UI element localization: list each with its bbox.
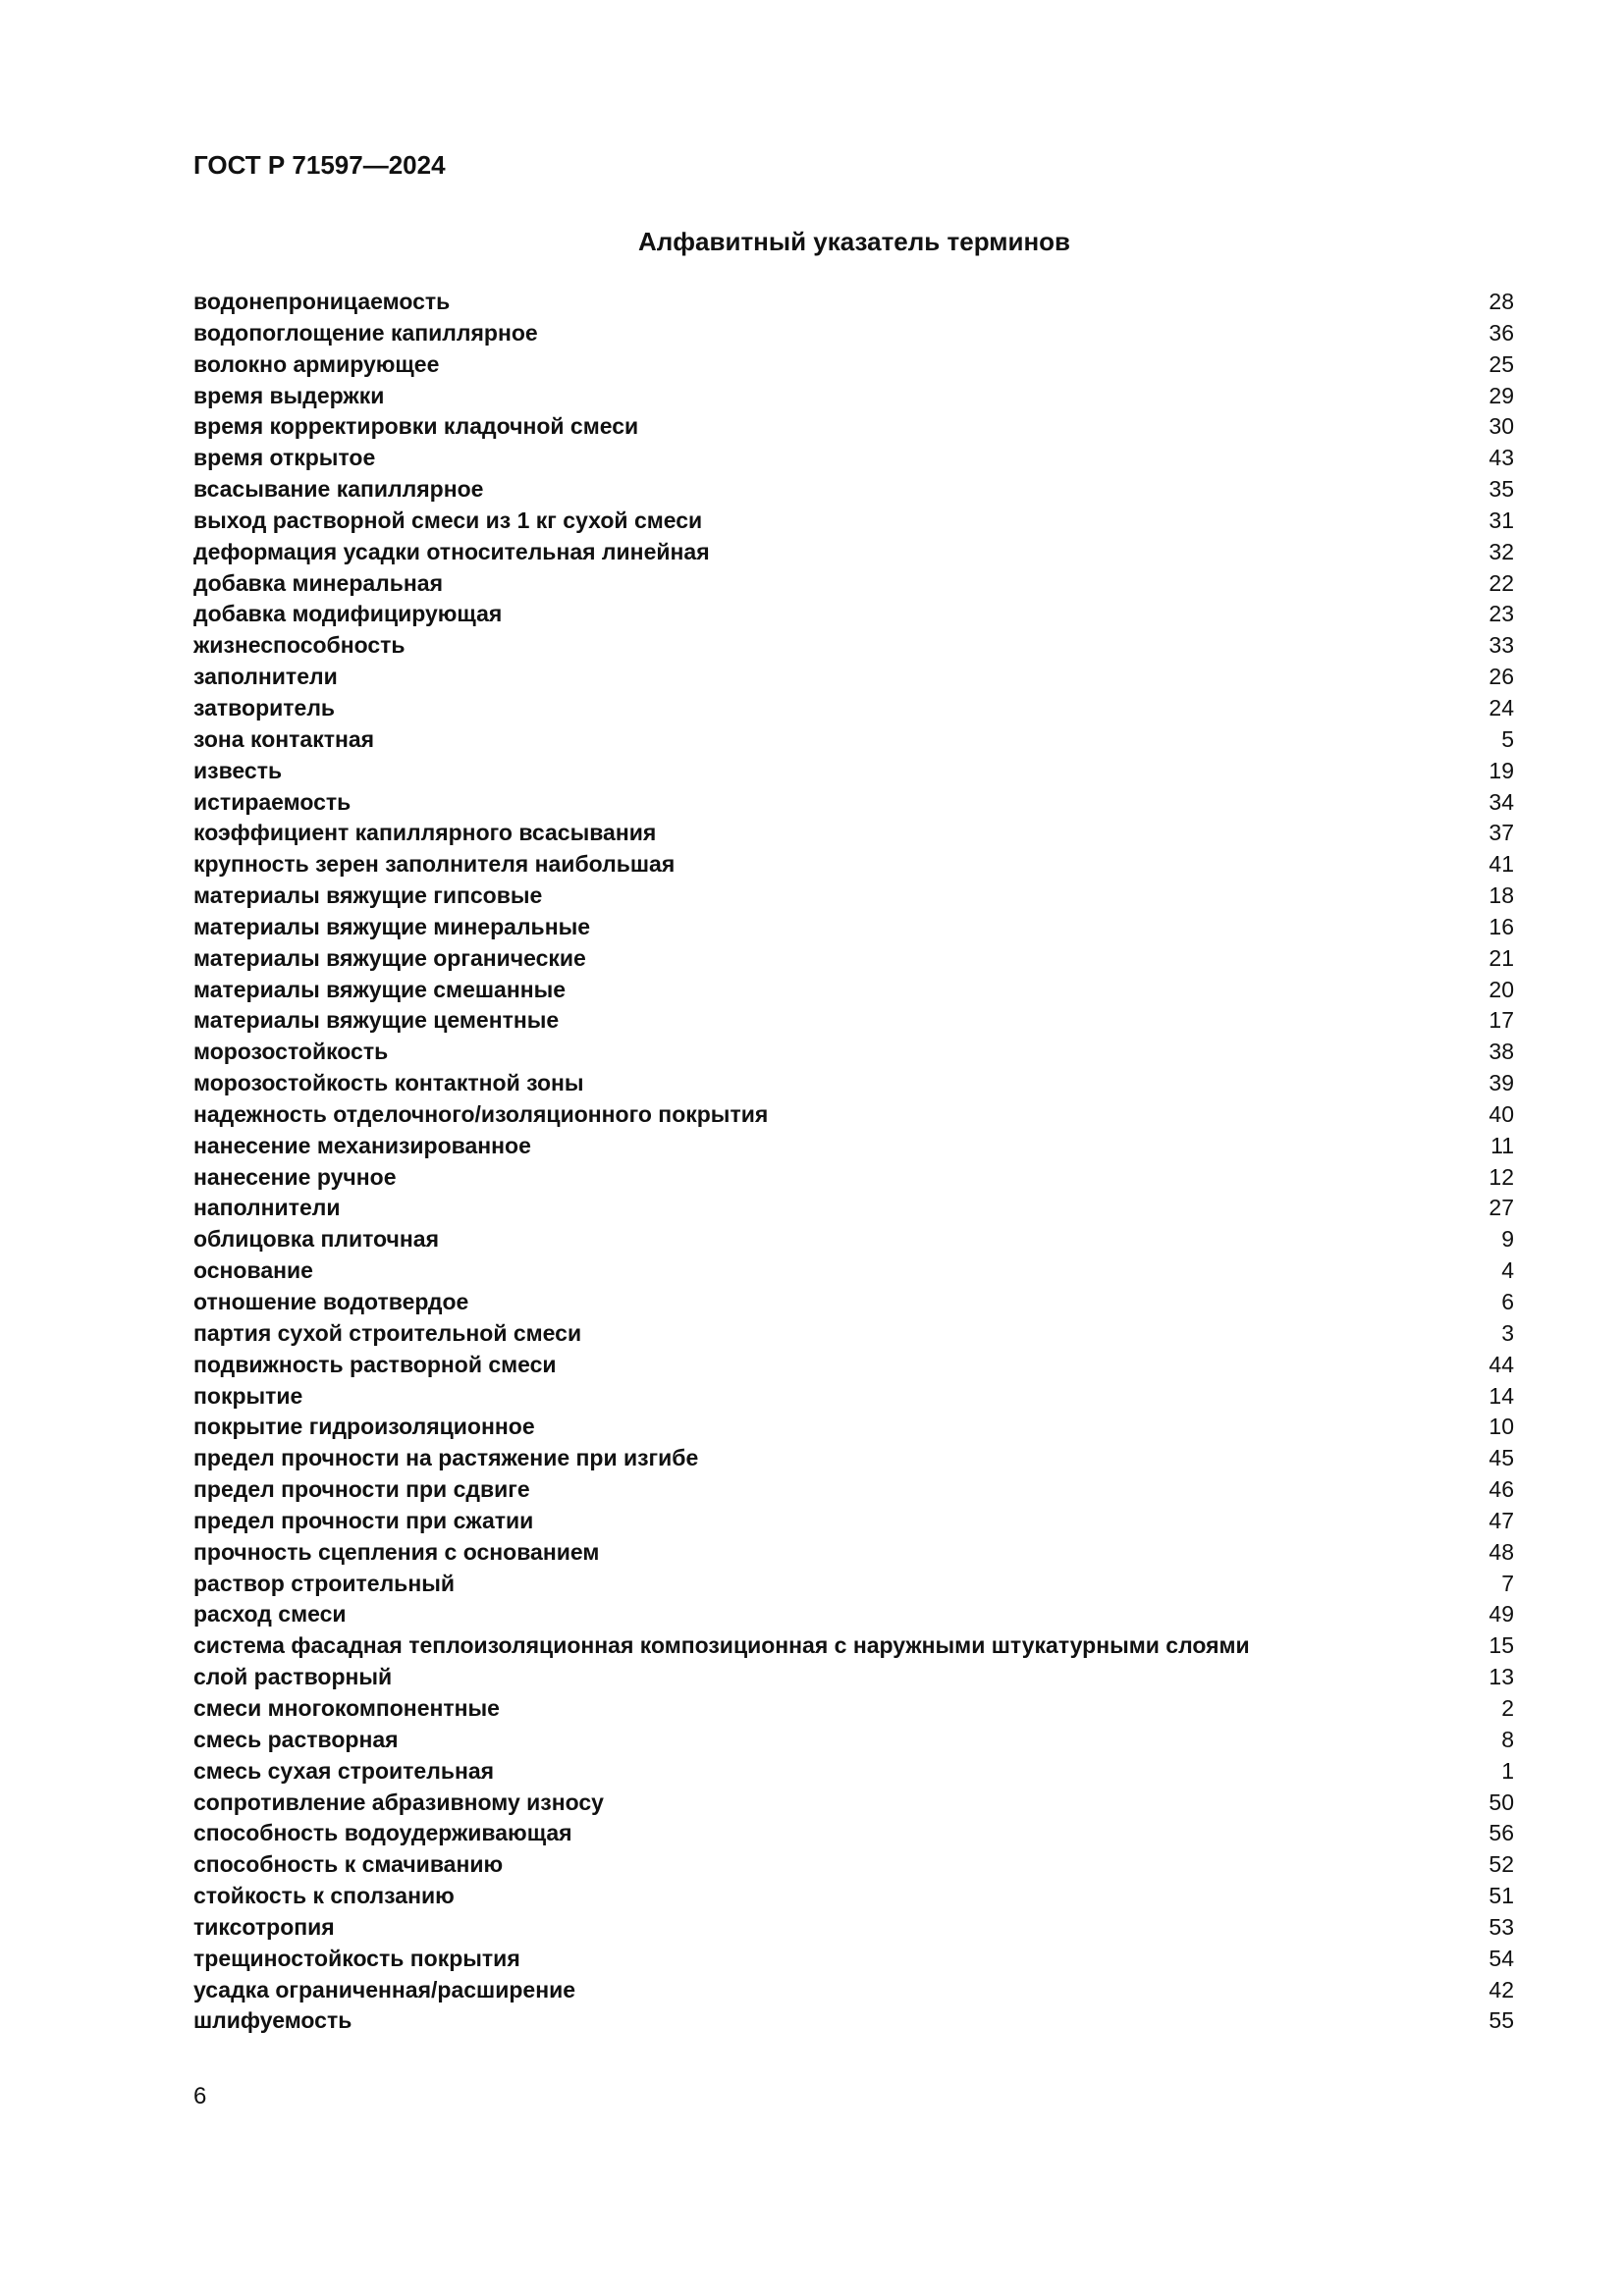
index-entry-term: время выдержки — [193, 382, 385, 408]
index-entry-term: усадка ограниченная/расширение — [193, 1976, 576, 2002]
index-entry-term: стойкость к сползанию — [193, 1883, 455, 1909]
index-entry-ref: 37 — [1489, 820, 1514, 846]
index-entry-term: материалы вяжущие органические — [193, 944, 586, 971]
index-entry-ref: 19 — [1489, 757, 1514, 783]
index-entry — [193, 599, 1514, 630]
index-entry — [193, 1944, 1514, 1975]
index-entry-ref: 51 — [1489, 1883, 1514, 1909]
index-entry — [193, 1912, 1514, 1944]
index-entry-ref: 27 — [1489, 1195, 1514, 1221]
index-entry — [193, 287, 1514, 318]
index-entry — [193, 1381, 1514, 1413]
index-entry-term: нанесение ручное — [193, 1163, 397, 1190]
index-entry-ref: 49 — [1489, 1601, 1514, 1628]
index-entry-ref: 35 — [1489, 476, 1514, 503]
index-entry-ref: 53 — [1489, 1913, 1514, 1940]
index-entry — [193, 1693, 1514, 1725]
index-entry-ref: 22 — [1489, 569, 1514, 596]
index-entry — [193, 1412, 1514, 1443]
index-entry — [193, 630, 1514, 662]
index-entry — [193, 1756, 1514, 1788]
index-entry-term: основание — [193, 1257, 313, 1284]
index-entry-term: сопротивление абразивному износу — [193, 1789, 604, 1815]
index-entry-ref: 52 — [1489, 1851, 1514, 1878]
index-entry-ref: 20 — [1489, 976, 1514, 1002]
index-entry-term: смеси многокомпонентные — [193, 1694, 500, 1721]
index-entry-ref: 24 — [1489, 694, 1514, 721]
index-entry-ref: 23 — [1489, 601, 1514, 627]
index-entry-ref: 46 — [1489, 1476, 1514, 1503]
index-entry — [193, 693, 1514, 724]
index-title: Алфавитный указатель терминов — [637, 227, 1071, 256]
term-index-list — [193, 287, 1514, 2037]
index-entry — [193, 1881, 1514, 1912]
index-entry-term: система фасадная теплоизоляционная композиционная с наружными штукатурными слоями — [193, 1632, 1250, 1659]
index-entry-term: волокно армирующее — [193, 350, 440, 377]
index-entry — [193, 1224, 1514, 1255]
index-entry-ref: 2 — [1501, 1694, 1514, 1721]
index-entry — [193, 381, 1514, 412]
index-entry-ref: 17 — [1489, 1007, 1514, 1034]
index-entry-ref: 47 — [1489, 1507, 1514, 1533]
index-entry-term: морозостойкость — [193, 1039, 389, 1065]
index-entry-term: раствор строительный — [193, 1570, 455, 1596]
index-entry-ref: 56 — [1489, 1820, 1514, 1846]
index-entry-term: жизнеспособность — [193, 632, 406, 659]
index-entry-ref: 34 — [1489, 788, 1514, 815]
index-entry — [193, 1474, 1514, 1506]
index-entry-term: надежность отделочного/изоляционного покрытия — [193, 1100, 769, 1127]
index-entry-term: зона контактная — [193, 725, 375, 752]
index-entry — [193, 2005, 1514, 2037]
index-entry — [193, 506, 1514, 537]
index-entry-ref: 10 — [1489, 1414, 1514, 1440]
index-entry-term: смесь растворная — [193, 1726, 399, 1752]
index-entry-ref: 16 — [1489, 913, 1514, 939]
index-entry-ref: 36 — [1489, 319, 1514, 346]
index-entry-ref: 11 — [1490, 1132, 1514, 1158]
index-entry — [193, 1068, 1514, 1099]
index-entry-term: материалы вяжущие цементные — [193, 1007, 560, 1034]
index-entry — [193, 411, 1514, 443]
index-entry-term: материалы вяжущие минеральные — [193, 913, 591, 939]
index-entry-ref: 8 — [1501, 1726, 1514, 1752]
index-entry-term: партия сухой строительной смеси — [193, 1319, 582, 1346]
index-entry-ref: 7 — [1501, 1570, 1514, 1596]
index-entry — [193, 1131, 1514, 1162]
index-entry-term: подвижность растворной смеси — [193, 1351, 557, 1377]
index-entry-term: смесь сухая строительная — [193, 1757, 495, 1784]
index-entry-ref: 30 — [1489, 413, 1514, 440]
index-entry-ref: 43 — [1489, 445, 1514, 471]
index-entry-term: водонепроницаемость — [193, 289, 451, 314]
index-entry-term: прочность сцепления с основанием — [193, 1538, 600, 1565]
index-entry-ref: 42 — [1489, 1976, 1514, 2002]
index-entry-term: покрытие — [193, 1382, 303, 1409]
index-entry-ref: 9 — [1501, 1226, 1514, 1253]
index-entry-ref: 39 — [1489, 1070, 1514, 1096]
index-entry-term: облицовка плиточная — [193, 1226, 439, 1253]
index-entry — [193, 756, 1514, 787]
index-entry-term: шлифуемость — [193, 2007, 352, 2034]
index-entry-term: водопоглощение капиллярное — [193, 319, 538, 346]
index-entry — [193, 1287, 1514, 1318]
index-entry — [193, 349, 1514, 381]
index-entry — [193, 1599, 1514, 1630]
index-entry-ref: 33 — [1489, 632, 1514, 659]
index-entry — [193, 318, 1514, 349]
index-entry — [193, 1569, 1514, 1600]
index-entry — [193, 1099, 1514, 1131]
index-entry-term: известь — [193, 757, 283, 783]
index-entry — [193, 1975, 1514, 2006]
index-entry-ref: 13 — [1489, 1664, 1514, 1690]
index-entry-ref: 48 — [1489, 1538, 1514, 1565]
index-entry-ref: 4 — [1501, 1257, 1514, 1284]
index-entry-term: время открытое — [193, 445, 376, 471]
index-entry-term: материалы вяжущие гипсовые — [193, 882, 543, 909]
index-entry-ref: 38 — [1489, 1039, 1514, 1065]
index-entry — [193, 724, 1514, 756]
index-entry — [193, 474, 1514, 506]
index-entry — [193, 1537, 1514, 1569]
index-entry-ref: 28 — [1489, 289, 1514, 314]
index-entry — [193, 1318, 1514, 1350]
index-entry-ref: 18 — [1489, 882, 1514, 909]
index-entry — [193, 1849, 1514, 1881]
index-entry — [193, 1818, 1514, 1849]
index-entry-term: отношение водотвердое — [193, 1289, 469, 1314]
index-entry-term: всасывание капиллярное — [193, 476, 484, 503]
index-entry-ref: 45 — [1489, 1445, 1514, 1471]
index-entry-term: предел прочности на растяжение при изгибе — [193, 1445, 699, 1471]
index-entry-term: деформация усадки относительная линейная — [193, 538, 710, 564]
index-entry — [193, 943, 1514, 975]
index-entry — [193, 443, 1514, 474]
index-entry-ref: 31 — [1489, 507, 1514, 533]
index-entry-ref: 54 — [1489, 1945, 1514, 1971]
index-entry-term: истираемость — [193, 788, 352, 815]
index-entry-ref: 26 — [1489, 664, 1514, 690]
document-code: ГОСТ Р 71597—2024 — [193, 150, 446, 180]
index-entry-term: наполнители — [193, 1195, 341, 1221]
index-entry — [193, 881, 1514, 912]
index-entry — [193, 1193, 1514, 1224]
index-entry-term: материалы вяжущие смешанные — [193, 976, 567, 1002]
index-entry-ref: 32 — [1489, 538, 1514, 564]
index-entry-ref: 14 — [1489, 1382, 1514, 1409]
index-entry — [193, 1662, 1514, 1693]
index-entry — [193, 1725, 1514, 1756]
page-number: 6 — [193, 2083, 207, 2109]
index-entry-ref: 6 — [1501, 1289, 1514, 1314]
index-entry — [193, 568, 1514, 600]
index-entry — [193, 1162, 1514, 1194]
index-entry-term: покрытие гидроизоляционное — [193, 1414, 535, 1440]
index-entry-term: затворитель — [193, 694, 336, 721]
index-entry — [193, 1506, 1514, 1537]
index-entry — [193, 1037, 1514, 1068]
index-entry — [193, 1255, 1514, 1287]
index-entry-term: предел прочности при сжатии — [193, 1507, 534, 1533]
index-entry-ref: 41 — [1489, 851, 1514, 878]
index-entry-term: способность к смачиванию — [193, 1851, 504, 1878]
index-entry-term: коэффициент капиллярного всасывания — [193, 820, 657, 846]
index-entry-term: добавка минеральная — [193, 569, 444, 596]
index-entry-term: расход смеси — [193, 1601, 347, 1628]
index-entry-ref: 50 — [1489, 1789, 1514, 1815]
index-entry-term: нанесение механизированное — [193, 1132, 531, 1158]
index-entry-term: морозостойкость контактной зоны — [193, 1070, 584, 1096]
index-entry-ref: 3 — [1501, 1319, 1514, 1346]
index-entry-ref: 29 — [1489, 382, 1514, 408]
index-entry — [193, 537, 1514, 568]
index-entry — [193, 1443, 1514, 1474]
index-entry-term: способность водоудерживающая — [193, 1820, 572, 1846]
index-entry-term: слой растворный — [193, 1664, 393, 1690]
index-entry-ref: 21 — [1489, 944, 1514, 971]
index-entry-term: выход растворной смеси из 1 кг сухой смеси — [193, 507, 703, 533]
index-entry-ref: 25 — [1489, 350, 1514, 377]
index-entry-ref: 55 — [1489, 2007, 1514, 2034]
index-entry-term: тиксотропия — [193, 1913, 335, 1940]
index-entry — [193, 912, 1514, 943]
index-entry-ref: 5 — [1501, 725, 1514, 752]
index-entry-term: трещиностойкость покрытия — [193, 1945, 520, 1971]
index-entry — [193, 1788, 1514, 1819]
index-entry-ref: 44 — [1489, 1351, 1514, 1377]
index-entry — [193, 1630, 1514, 1662]
index-entry-ref: 1 — [1501, 1757, 1514, 1784]
index-entry-term: крупность зерен заполнителя наибольшая — [193, 851, 676, 878]
index-entry — [193, 787, 1514, 819]
index-entry-ref: 12 — [1489, 1163, 1514, 1190]
index-entry-term: заполнители — [193, 664, 338, 690]
index-entry-term: предел прочности при сдвиге — [193, 1476, 530, 1503]
index-entry — [193, 1350, 1514, 1381]
index-entry — [193, 818, 1514, 849]
index-entry-ref: 15 — [1489, 1632, 1514, 1659]
index-entry-term: время корректировки кладочной смеси — [193, 413, 639, 440]
index-entry-ref: 40 — [1489, 1100, 1514, 1127]
index-entry — [193, 662, 1514, 693]
index-entry — [193, 975, 1514, 1006]
index-entry — [193, 849, 1514, 881]
index-entry-term: добавка модифицирующая — [193, 601, 503, 627]
index-entry — [193, 1005, 1514, 1037]
